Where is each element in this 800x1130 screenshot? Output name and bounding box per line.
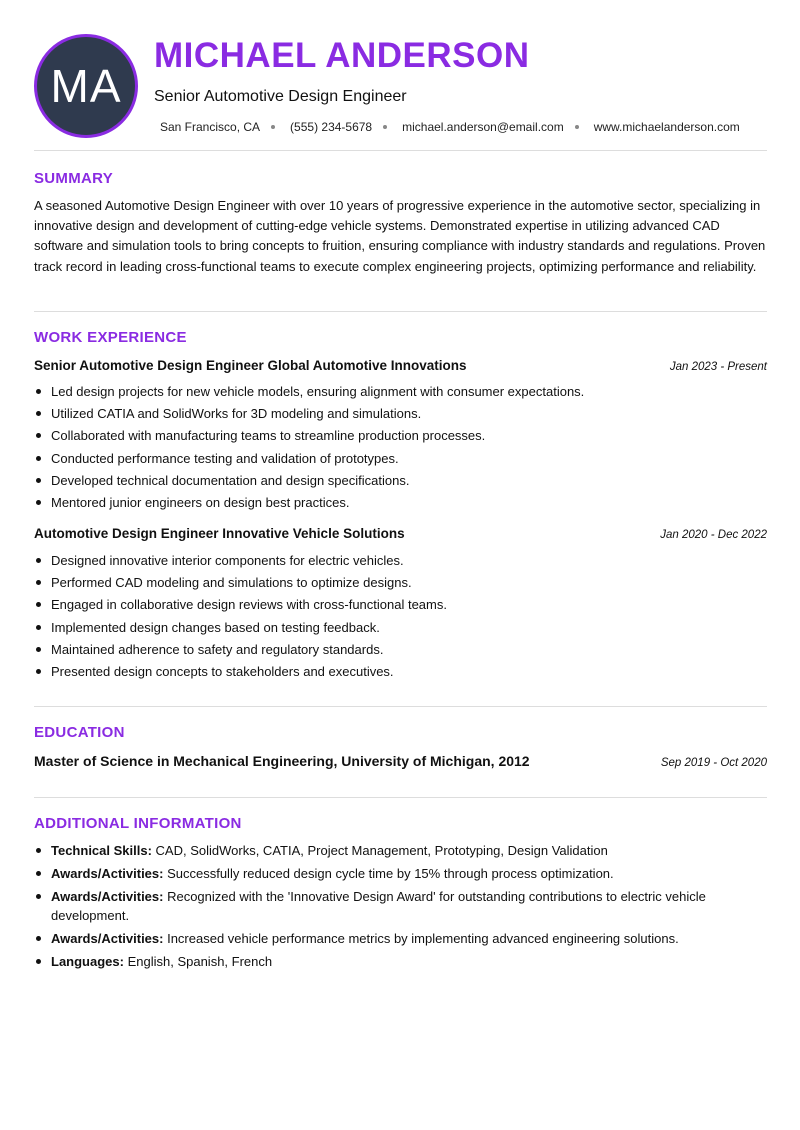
job-role: Senior Automotive Design Engineer Global Automotive Innovations [34, 358, 467, 373]
info-text: Increased vehicle performance metrics by implementing advanced engineering solutions. [163, 930, 679, 946]
job-header [34, 358, 767, 373]
education-entry [34, 753, 767, 769]
summary-text: A seasoned Automotive Design Engineer with over 10 years of progressive experience in the automotive sector, specializing in innovative design and development of cutting-edge vehicle systems. Demonstrated expertise in utilizing advanced CAD software and simulation tools to bring concepts to fruition, ensuring compliance with industry standards and regulations. Proven track record in leading cross-functional teams to execute complex engineering projects, optimizing performance and reliability. [34, 198, 766, 274]
info-text: English, Spanish, French [123, 953, 273, 969]
list-item: Designed innovative interior components for electric vehicles. [51, 552, 784, 574]
list-item: Engaged in collaborative design reviews with cross-functional teams. [51, 596, 784, 618]
info-label: Languages: [51, 953, 124, 969]
education-dates: Sep 2019 - Oct 2020 [660, 757, 767, 769]
info-text: Successfully reduced design cycle time by 15% through process optimization. [163, 866, 614, 881]
job-bullets [34, 552, 784, 685]
additional-info-list [34, 842, 771, 976]
work-experience-heading: WORK EXPERIENCE [34, 329, 187, 346]
info-label: Technical Skills: [51, 843, 152, 858]
separator-dot-icon [575, 125, 579, 129]
list-item: Conducted performance testing and validation of prototypes. [51, 450, 784, 472]
info-label: Awards/Activities: [51, 930, 164, 946]
list-item [51, 865, 771, 884]
info-text: CAD, SolidWorks, CATIA, Project Management, Prototyping, Design Validation [151, 843, 608, 858]
contact-location: San Francisco, CA [160, 120, 261, 134]
list-item: Led design projects for new vehicle models, ensuring alignment with consumer expectations. [51, 383, 784, 405]
list-item: Developed technical documentation and design specifications. [51, 472, 784, 494]
list-item: Presented design concepts to stakeholders and executives. [51, 663, 784, 685]
list-item: Implemented design changes based on testing feedback. [51, 619, 784, 641]
contact-email[interactable]: michael.anderson@email.com [402, 120, 564, 134]
info-label: Awards/Activities: [51, 889, 164, 904]
contact-phone: (555) 234-5678 [290, 120, 373, 134]
separator-dot-icon [383, 125, 387, 129]
summary-heading: SUMMARY [34, 170, 114, 187]
avatar [34, 34, 138, 138]
list-item [51, 930, 771, 949]
info-text: Recognized with the 'Innovative Design Award' for outstanding contributions to electric vehicle development. [51, 889, 706, 923]
list-item: Maintained adherence to safety and regulatory standards. [51, 641, 784, 663]
job-bullets [34, 383, 784, 516]
divider [34, 706, 767, 707]
contact-website[interactable]: www.michaelanderson.com [593, 120, 740, 134]
candidate-name: MICHAEL ANDERSON [154, 36, 530, 75]
list-item [51, 953, 771, 972]
job-dates: Jan 2020 - Dec 2022 [660, 529, 767, 541]
job-dates: Jan 2023 - Present [669, 361, 767, 373]
list-item [51, 842, 771, 861]
divider [34, 311, 767, 312]
divider [34, 150, 767, 151]
list-item: Utilized CATIA and SolidWorks for 3D modeling and simulations. [51, 405, 784, 427]
job-role: Automotive Design Engineer Innovative Vehicle Solutions [34, 526, 405, 541]
divider [34, 797, 767, 798]
separator-dot-icon [271, 125, 275, 129]
education-heading: EDUCATION [34, 724, 125, 741]
contact-bar [160, 120, 740, 134]
list-item [51, 888, 771, 925]
list-item: Mentored junior engineers on design best practices. [51, 494, 784, 516]
avatar-initials: MA [50, 60, 122, 112]
list-item: Collaborated with manufacturing teams to streamline production processes. [51, 427, 784, 449]
job-title: Senior Automotive Design Engineer [154, 88, 407, 105]
info-label: Awards/Activities: [51, 866, 164, 881]
list-item: Performed CAD modeling and simulations to optimize designs. [51, 574, 784, 596]
education-degree: Master of Science in Mechanical Engineering, University of Michigan, 2012 [34, 753, 530, 769]
additional-info-heading: ADDITIONAL INFORMATION [34, 815, 242, 832]
job-header [34, 526, 767, 541]
